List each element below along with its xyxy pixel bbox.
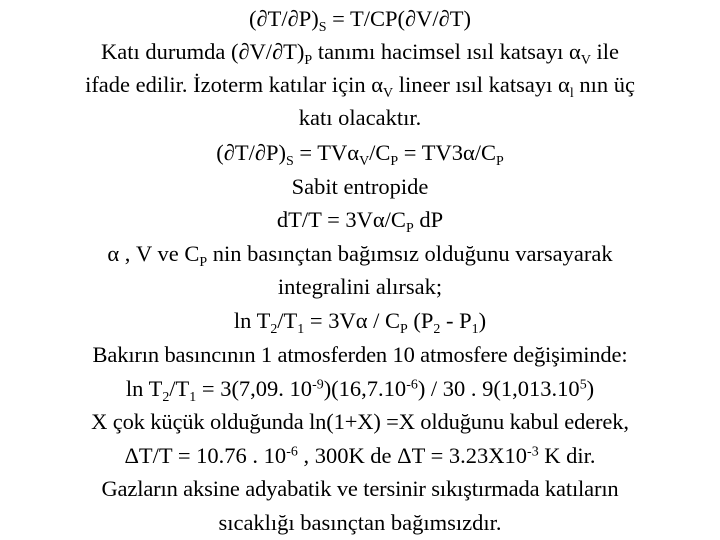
- text-line-16: [0, 509, 720, 536]
- text-line-8: [0, 240, 720, 270]
- text-segment: = TVα: [293, 140, 360, 165]
- text-segment: Gazların aksine adyabatik ve tersinir sıkıştırmada katıların: [101, 476, 619, 501]
- text-segment: (∂T/∂P): [216, 140, 286, 165]
- subscript: 1: [471, 321, 479, 337]
- subscript: S: [318, 19, 327, 35]
- text-line-13: [0, 408, 720, 435]
- subscript: P: [405, 220, 414, 236]
- text-segment: = TV3α/C: [398, 140, 496, 165]
- text-segment: /T: [277, 308, 298, 333]
- subscript: P: [400, 321, 408, 337]
- text-line-11: [0, 341, 720, 368]
- text-segment: /T: [169, 376, 190, 401]
- subscript: 2: [162, 389, 170, 405]
- text-segment: X çok küçük olduğunda ln(1+X) =X olduğunu kabul ederek,: [91, 409, 629, 434]
- text-segment: )(16,7.10: [323, 376, 407, 401]
- text-segment: /C: [369, 140, 391, 165]
- text-segment: lineer ısıl katsayı α: [393, 72, 570, 97]
- subscript: P: [199, 254, 208, 270]
- subscript: V: [382, 85, 394, 101]
- text-segment: ln T: [125, 376, 163, 401]
- text-segment: ifade edilir. İzoterm katılar için α: [85, 72, 383, 97]
- text-segment: ): [478, 308, 487, 333]
- text-segment: integralini alırsak;: [277, 274, 443, 299]
- subscript: 1: [297, 321, 305, 337]
- superscript: -3: [527, 444, 539, 460]
- text-segment: - P: [440, 308, 472, 333]
- text-line-3: [0, 71, 720, 101]
- text-segment: dT/T = 3Vα/C: [276, 207, 406, 232]
- text-segment: , 300K de ΔT = 3.23X10: [297, 443, 528, 468]
- text-line-10: [0, 307, 720, 337]
- text-line-15: [0, 475, 720, 502]
- subscript: 2: [433, 321, 441, 337]
- text-line-4: [0, 104, 720, 131]
- text-line-6: [0, 173, 720, 200]
- text-segment: ile: [590, 39, 620, 64]
- superscript: -6: [286, 444, 298, 460]
- text-segment: Katı durumda (∂V/∂T): [100, 39, 305, 64]
- subscript: V: [580, 52, 591, 68]
- text-segment: K dir.: [538, 443, 596, 468]
- text-segment: Sabit entropide: [291, 174, 429, 199]
- text-line-12: [0, 375, 720, 405]
- subscript: P: [304, 52, 313, 68]
- subscript: l: [569, 85, 574, 101]
- subscript: S: [285, 153, 294, 169]
- text-line-14: [0, 442, 720, 469]
- text-segment: ) / 30 . 9(1,013.10: [417, 376, 580, 401]
- text-line-2: [0, 38, 720, 68]
- text-line-7: [0, 206, 720, 236]
- text-segment: Bakırın basıncının 1 atmosferden 10 atmosfere değişiminde:: [92, 342, 628, 367]
- text-segment: nın üç: [573, 72, 635, 97]
- text-line-5: [0, 139, 720, 169]
- text-segment: ln T: [233, 308, 271, 333]
- superscript: -6: [406, 377, 418, 393]
- text-segment: dP: [413, 207, 444, 232]
- superscript: -9: [312, 377, 324, 393]
- text-segment: (P: [407, 308, 434, 333]
- text-segment: ΔT/T = 10.76 . 10: [124, 443, 287, 468]
- text-segment: (∂T/∂P): [248, 6, 319, 31]
- text-segment: sıcaklığı basınçtan bağımsızdır.: [218, 510, 502, 535]
- superscript: 5: [579, 377, 587, 393]
- text-segment: α , V ve C: [107, 241, 200, 266]
- text-segment: = T/CP(∂V/∂T): [326, 6, 471, 31]
- text-segment: = 3Vα / C: [304, 308, 401, 333]
- subscript: 1: [189, 389, 197, 405]
- text-line-1: [0, 5, 720, 35]
- text-segment: tanımı hacimsel ısıl katsayı α: [312, 39, 581, 64]
- text-segment: nin basınçtan bağımsız olduğunu varsayarak: [207, 241, 613, 266]
- subscript: V: [359, 153, 370, 169]
- text-segment: = 3(7,09. 10: [196, 376, 313, 401]
- subscript: P: [496, 153, 504, 169]
- text-segment: ): [586, 376, 595, 401]
- subscript: 2: [270, 321, 278, 337]
- subscript: P: [390, 153, 399, 169]
- text-segment: katı olacaktır.: [298, 105, 422, 130]
- text-line-9: [0, 273, 720, 300]
